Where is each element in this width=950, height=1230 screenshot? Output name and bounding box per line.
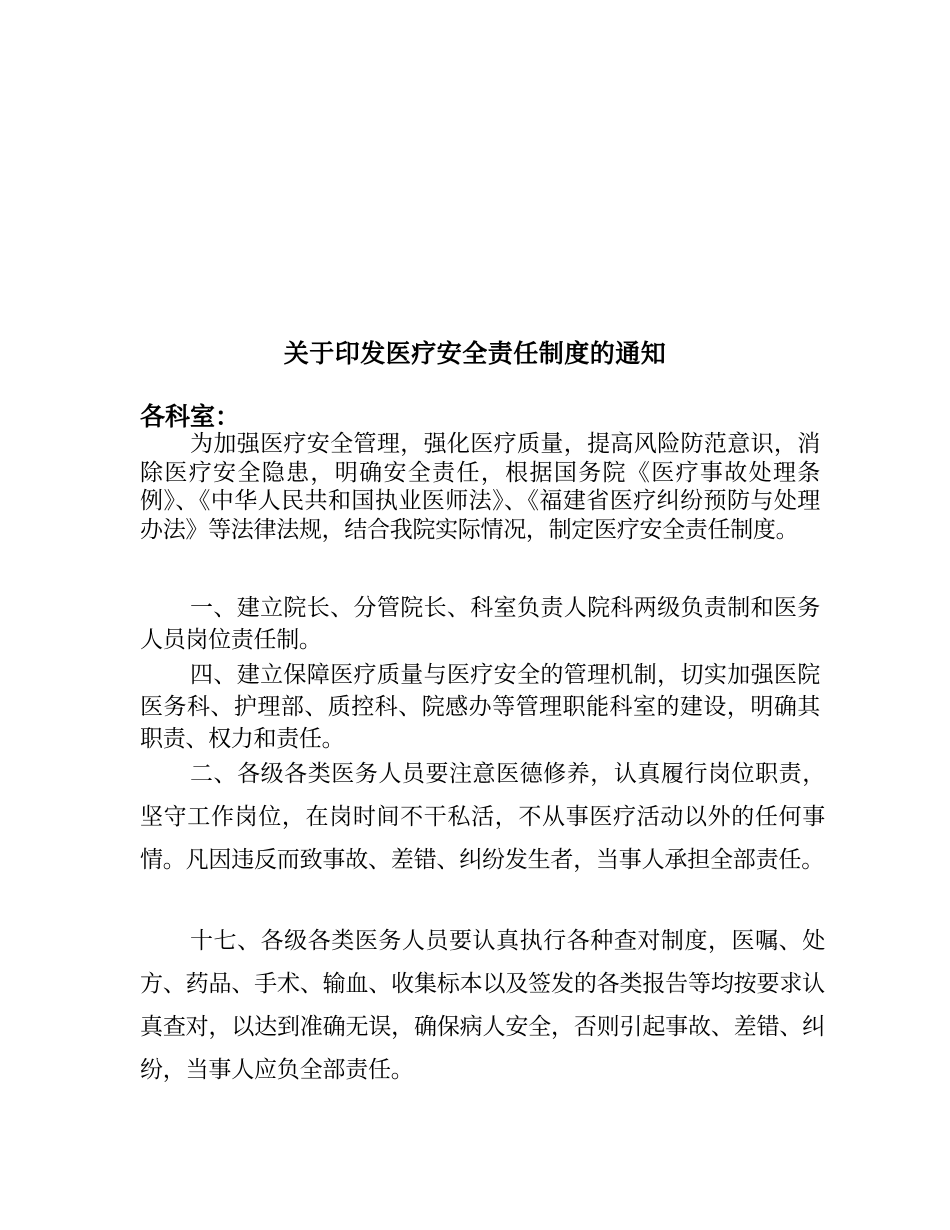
intro-paragraph: 为加强医疗安全管理，强化医疗质量，提高风险防范意识，消除医疗安全隐患，明确安全责任，根据国务院《医疗事故处理条例》、《中华人民共和国执业医师法》、《福建省医疗纠纷预防与处理办法》等法律法规，结合我院实际情况，制定医疗安全责任制度。 — [140, 431, 820, 543]
paragraph-checking-system: 十七、各级各类医务人员要认真执行各种查对制度，医嘱、处方、药品、手术、输血、收集标本以及签发的各类报告等均按要求认真查对，以达到准确无误，确保病人安全，否则引起事故、差错、纠纷，当事人应负全部责任。 — [140, 928, 825, 1083]
paragraph-medical-ethics: 二、各级各类医务人员要注意医德修养，认真履行岗位职责，坚守工作岗位，在岗时间不干私活，不从事医疗活动以外的任何事情。凡因违反而致事故、差错、纠纷发生者，当事人承担全部责任。 — [140, 761, 825, 873]
document-title: 关于印发医疗安全责任制度的通知 — [283, 339, 667, 368]
paragraph-management-mechanism: 四、建立保障医疗质量与医疗安全的管理机制，切实加强医院医务科、护理部、质控科、院感办等管理职能科室的建设，明确其职责、权力和责任。 — [140, 662, 820, 752]
salutation: 各科室： — [140, 402, 241, 431]
paragraph-responsibility-system: 一、建立院长、分管院长、科室负责人院科两级负责制和医务人员岗位责任制。 — [140, 595, 820, 653]
